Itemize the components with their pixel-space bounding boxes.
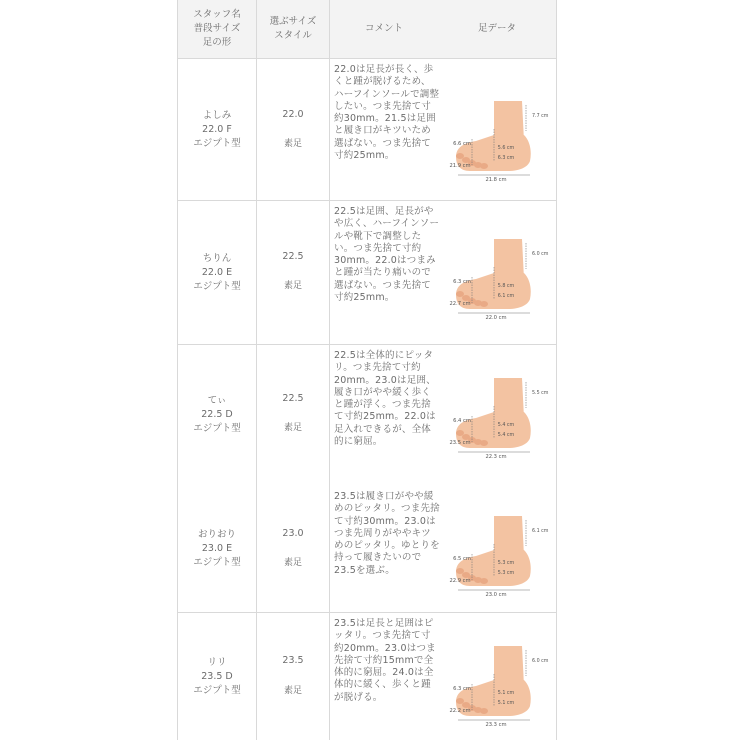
table-row — [178, 486, 556, 613]
comment-cell: 22.5は全体的にピッタリ。つま先捨て寸約20mm。23.0は足囲、履き口がやや緩く歩くと踵が浮く。つま先捨て寸約25mm。22.0は足入れできるが、全体的に窮屈。 — [334, 350, 436, 448]
foot-diagram — [450, 101, 550, 181]
heel-height-label: 6.1 cm — [532, 529, 549, 534]
foot-width-label: 6.3 cm — [453, 279, 471, 285]
comment-cell: 23.5は履き口がやや緩めのピッタリ。つま先捨て寸約30mm。23.0はつま先周りがややキツめのピッタリ。ゆとりを持って履きたいので23.5を選ぶ。 — [334, 491, 440, 576]
foot-width-label: 6.4 cm — [453, 418, 471, 424]
staff-cell: てぃ 22.5 D エジプト型 — [193, 395, 241, 434]
table-row — [178, 345, 556, 485]
circumference-label: 22.7 cm — [449, 301, 471, 307]
size-cell: 22.5 素足 — [282, 251, 304, 291]
heel-height-label: 6.0 cm — [532, 659, 549, 664]
instep-height-label: 5.8 cm — [497, 284, 515, 289]
circumference-label: 23.5 cm — [449, 440, 471, 446]
foot-svg — [450, 239, 550, 319]
toe-shape — [456, 698, 464, 704]
heel-height-label: 5.5 cm — [532, 391, 549, 396]
foot-width-label: 6.3 cm — [453, 686, 471, 692]
toe-shape — [480, 163, 488, 169]
toe-shape — [456, 291, 464, 297]
size-comparison-table — [177, 0, 557, 740]
foot-width-label: 6.5 cm — [453, 556, 471, 562]
staff-cell: よしみ 22.0 F エジプト型 — [193, 109, 241, 149]
foot-length-label: 21.8 cm — [485, 177, 507, 183]
circumference-label: 21.9 cm — [449, 163, 471, 169]
instep-height-label: 5.6 cm — [497, 146, 515, 151]
toe-shape — [480, 440, 488, 446]
instep-height-label: 5.1 cm — [497, 691, 515, 696]
foot-mid-label: 5.4 cm — [497, 433, 515, 438]
foot-mid-label: 5.1 cm — [497, 701, 515, 706]
heel-height-label: 7.7 cm — [532, 114, 549, 119]
toe-shape — [480, 708, 488, 714]
instep-height-label: 5.4 cm — [497, 423, 515, 428]
header-size: 選ぶサイズ スタイル — [269, 16, 317, 41]
staff-cell: ちりん 22.0 E エジプト型 — [193, 252, 241, 292]
comment-cell: 22.0は足長が長く、歩くと踵が脱げるため、ハーフインソールで調整したい。つま先捨て寸約30mm。21.5は足囲と履き口がキツいため選ばない。つま先捨て寸約25mm。 — [334, 64, 440, 162]
foot-mid-label: 6.3 cm — [497, 156, 515, 161]
foot-length-label: 22.0 cm — [485, 315, 507, 321]
size-cell: 22.0 素足 — [282, 109, 304, 149]
size-cell: 23.5 素足 — [282, 655, 304, 696]
heel-height-label: 6.0 cm — [532, 252, 549, 257]
foot-diagram — [450, 646, 550, 726]
foot-width-label: 6.6 cm — [453, 141, 471, 147]
size-cell: 22.5 素足 — [282, 393, 304, 433]
table-header — [178, 0, 556, 59]
circumference-label: 22.9 cm — [449, 578, 471, 584]
header-foot-data: 足データ — [477, 23, 516, 34]
table-row — [178, 613, 556, 740]
foot-diagram — [450, 516, 550, 596]
foot-diagram — [450, 239, 550, 319]
instep-height-label: 5.3 cm — [497, 561, 515, 566]
toe-shape — [480, 301, 488, 307]
size-cell: 23.0 素足 — [282, 528, 304, 568]
comment-cell: 22.5は足囲、足長がやや広く、ハーフインソールや靴下で調整したい。つま先捨て寸約30mm。22.0はつまみと踵が当たり痛いので選ばない。つま先捨て寸約25mm。 — [334, 206, 440, 304]
circumference-label: 22.2 cm — [449, 708, 471, 714]
toe-shape — [456, 430, 464, 436]
toe-shape — [456, 153, 464, 159]
foot-svg — [450, 101, 550, 181]
staff-cell: リリ 23.5 D エジプト型 — [193, 656, 241, 696]
toe-shape — [480, 578, 488, 584]
foot-mid-label: 6.1 cm — [497, 294, 515, 299]
header-staff: スタッフ名 普段サイズ 足の形 — [193, 9, 241, 48]
foot-length-label: 22.3 cm — [485, 454, 507, 460]
foot-svg — [450, 378, 550, 458]
foot-mid-label: 5.3 cm — [497, 571, 515, 576]
foot-svg — [450, 646, 550, 726]
foot-length-label: 23.3 cm — [485, 722, 507, 728]
table-row — [178, 201, 556, 345]
table-row — [178, 59, 556, 201]
staff-cell: おりおり 23.0 E エジプト型 — [193, 529, 241, 568]
foot-length-label: 23.0 cm — [485, 592, 507, 598]
header-comment: コメント — [364, 23, 403, 34]
comment-cell: 23.5は足長と足囲はピッタリ。つま先捨て寸約20mm。23.0はつま先捨て寸約15mmで全体的に窮屈。24.0は全体的に緩く、歩くと踵が脱げる。 — [334, 618, 436, 703]
toe-shape — [456, 568, 464, 574]
foot-diagram — [450, 378, 550, 458]
foot-svg — [450, 516, 550, 596]
